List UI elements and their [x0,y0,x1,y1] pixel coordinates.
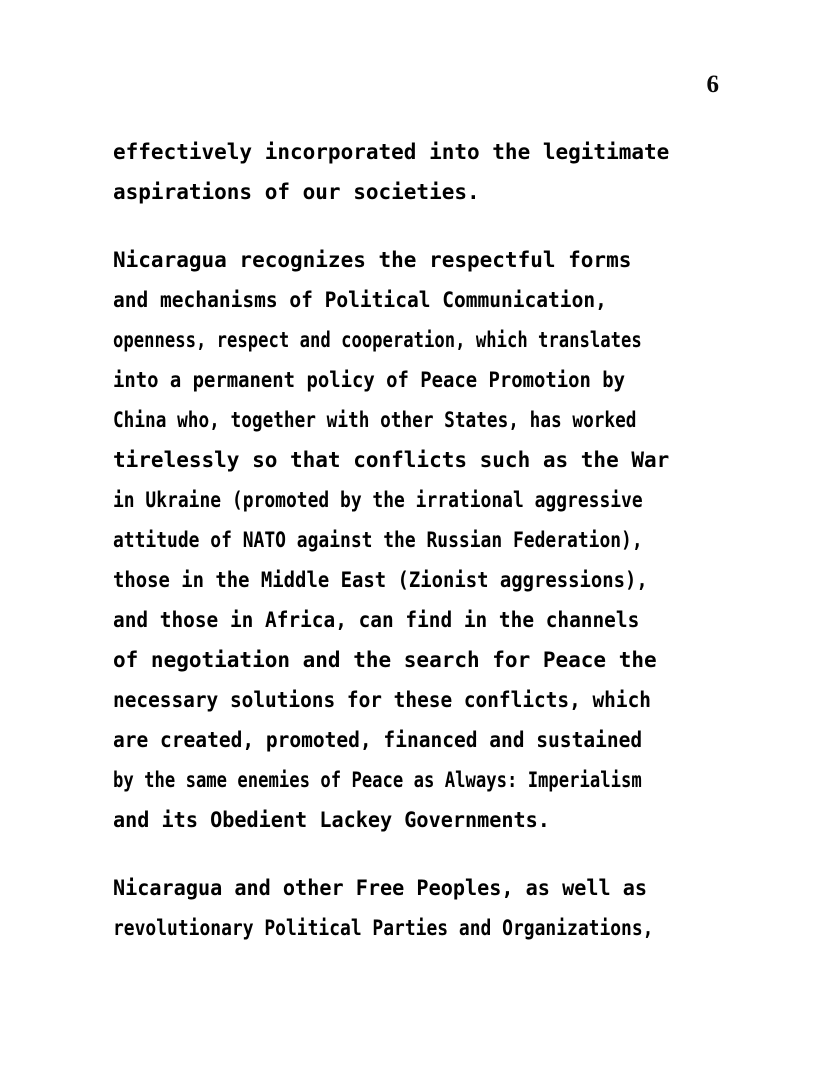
page-number: 6 [706,71,719,98]
text-line-content: of negotiation and the search for Peace the [113,648,657,672]
text-line [113,440,713,480]
text-line-content: in Ukraine (promoted by the irrational aggressive [113,488,643,512]
text-line [113,360,713,400]
text-line [113,680,713,720]
text-line-content: openness, respect and cooperation, which translates [113,328,642,352]
text-line-content: are created, promoted, financed and sustained [113,728,643,752]
text-line-content: Nicaragua recognizes the respectful forms [113,248,632,272]
text-line-content: attitude of NATO against the Russian Federation), [113,528,643,552]
text-line [113,560,713,600]
text-line-content: effectively incorporated into the legitimate [113,140,670,164]
text-line [113,132,713,172]
text-line-content: revolutionary Political Parties and Organizations, [113,916,654,940]
text-line [113,520,713,560]
paragraph [113,868,713,948]
document-body [113,132,713,948]
text-line [113,280,713,320]
text-line [113,908,713,948]
text-line [113,720,713,760]
text-line-content: aspirations of our societies. [113,180,480,204]
text-line-content: China who, together with other States, has worked [113,408,637,432]
text-line [113,240,713,280]
text-line-content: those in the Middle East (Zionist aggressions), [113,568,648,592]
text-line [113,868,713,908]
paragraph [113,132,713,212]
text-line [113,800,713,840]
text-line [113,320,713,360]
text-line-content: into a permanent policy of Peace Promotion by [113,368,626,392]
text-line-content: tirelessly so that conflicts such as the War [113,448,670,472]
text-line [113,760,713,800]
text-line-content: necessary solutions for these conflicts, which [113,688,651,712]
text-line-content: and its Obedient Lackey Governments. [113,808,550,832]
text-line-content: and mechanisms of Political Communication, [113,288,607,312]
text-line [113,640,713,680]
text-line [113,480,713,520]
text-line [113,172,713,212]
text-line [113,600,713,640]
text-line-content: and those in Africa, can find in the channels [113,608,640,632]
text-line-content: Nicaragua and other Free Peoples, as well as [113,876,648,900]
text-line-content: by the same enemies of Peace as Always: Imperialism [113,768,642,792]
text-line [113,400,713,440]
paragraph [113,240,713,840]
